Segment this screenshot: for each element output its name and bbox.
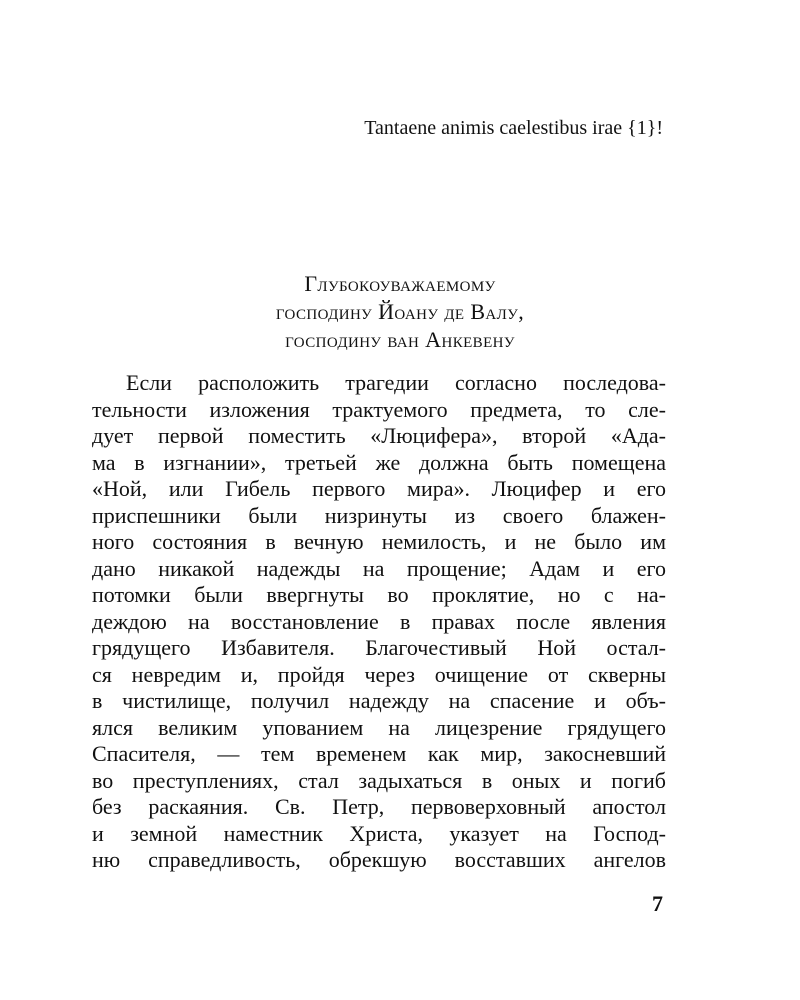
text-line: Если расположить трагедии согласно последова- xyxy=(126,370,666,395)
text-line: грядущего Избавителя. Благочестивый Ной остал- xyxy=(92,635,666,660)
dedication-line: Глубокоуважаемому xyxy=(304,271,496,296)
dedication-line: господину ван Анкевену xyxy=(285,327,515,352)
text-line: «Ной, или Гибель первого мира». Люцифер и его xyxy=(92,476,666,501)
text-line: дует первой поместить «Люцифера», второй «Ада- xyxy=(92,423,666,448)
text-line: деждою на восстановление в правах после явления xyxy=(92,608,666,634)
dedication-line: господину Йоану де Валу, xyxy=(275,299,525,324)
text-line: приспешники были низринуты из своего блажен- xyxy=(92,502,666,528)
page-number: 7 xyxy=(652,891,663,916)
text-line: ню справедливость, обрекшую восставших ангелов xyxy=(92,847,666,872)
text-line: ся невредим и, пройдя через очищение от скверны xyxy=(92,661,666,687)
epigraph: Tantaene animis caelestibus irae {1}! xyxy=(364,117,663,139)
text-line: дано никакой надежды на прощение; Адам и его xyxy=(92,555,666,581)
dedication-heading xyxy=(0,270,800,354)
text-line: в чистилище, получил надежду на спасение и объ- xyxy=(92,688,666,713)
text-line: ма в изгнании», третьей же должна быть помещена xyxy=(92,449,666,475)
text-line: ялся великим упованием на лицезрение грядущего xyxy=(92,714,666,740)
text-line: тельности изложения трактуемого предмета, то сле- xyxy=(92,396,666,422)
text-line: без раскаяния. Св. Петр, первоверховный апостол xyxy=(92,794,666,819)
text-line: потомки были ввергнуты во проклятие, но с на- xyxy=(92,582,666,607)
text-line: Спасителя, — тем временем как мир, закосневший xyxy=(92,741,666,766)
text-line: и земной наместник Христа, указует на Господ- xyxy=(92,820,666,846)
text-line: во преступлениях, стал задыхаться в оных и погиб xyxy=(92,767,666,793)
text-line: ного состояния в вечную немилость, и не было им xyxy=(92,529,666,554)
body-paragraph xyxy=(92,370,666,874)
